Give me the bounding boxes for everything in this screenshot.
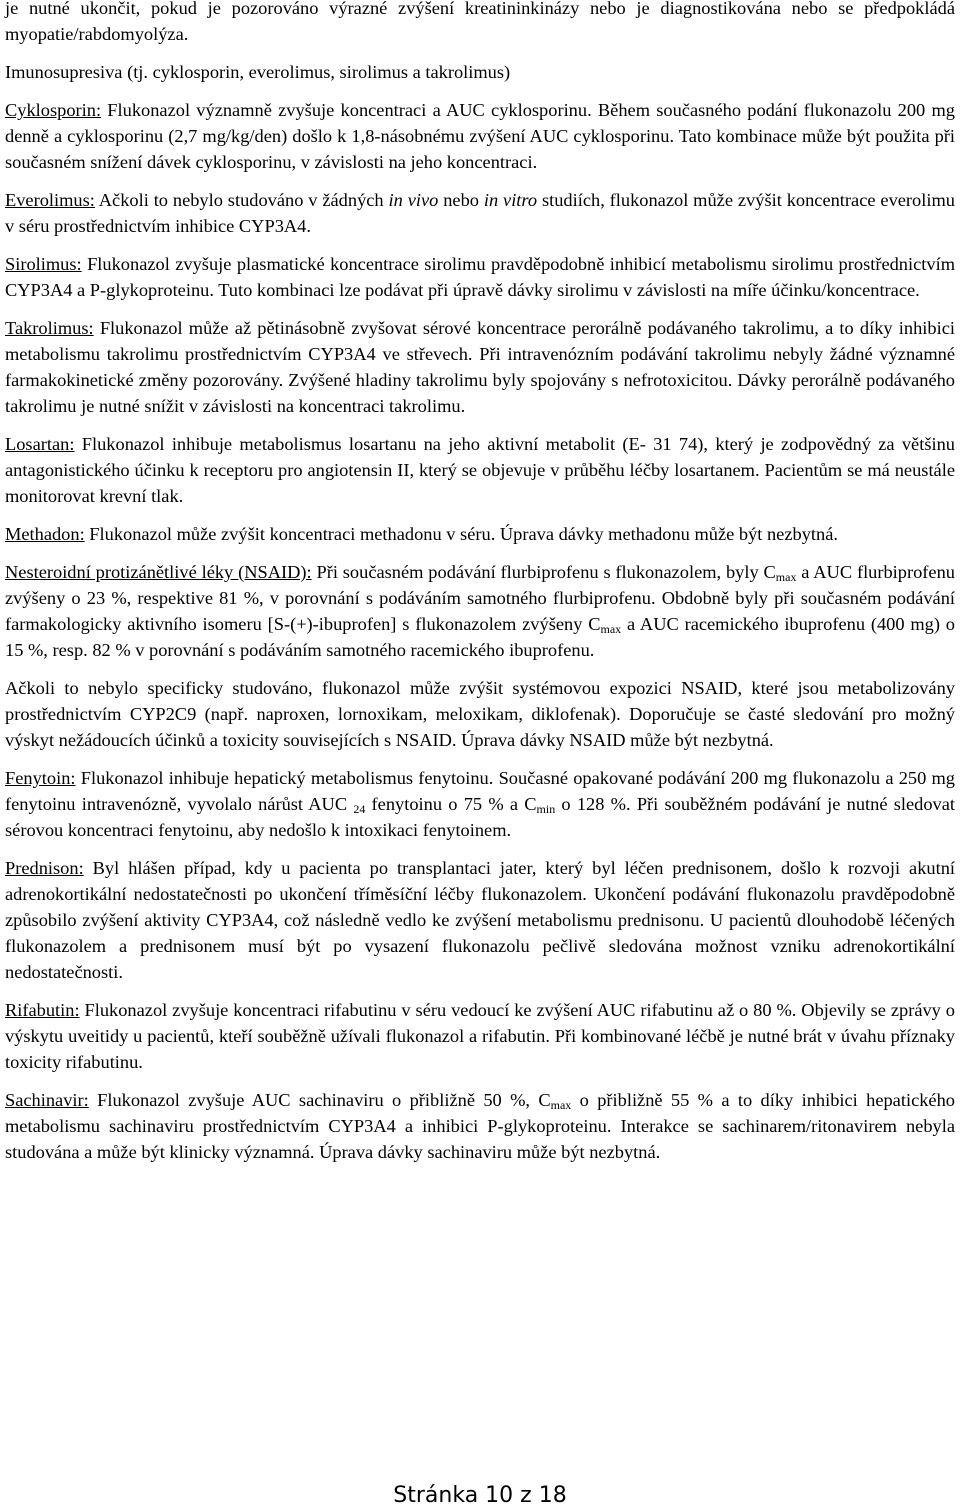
text-sachinavir-2: o přibližně 55 % a to díky inhibici hepatického metabolismu sachinaviru prostřednictvím CYP3A4 a inhibici P-glykoproteinu. Interakce se sachinarem/ritonavirem nebyla studována a může být klinicky významná. Úprava dávky sachinaviru může být nezbytná. xyxy=(5,1090,955,1162)
text-nsaid-3: a AUC racemického ibuprofenu (400 mg) o 15 %, resp. 82 % v porovnání s podáváním samotného racemického ibuprofenu. xyxy=(5,614,955,660)
text-everolimus-3: studiích, flukonazol může zvýšit koncentrace everolimu v séru prostřednictvím inhibice CYP3A4. xyxy=(5,190,955,236)
label-methadon: Methadon: xyxy=(5,524,85,544)
paragraph-intro: je nutné ukončit, pokud je pozorováno výrazné zvýšení kreatininkinázy nebo je diagnostikována nebo se předpokládá myopatie/rabdomyolýza. xyxy=(5,0,955,44)
label-sirolimus: Sirolimus: xyxy=(5,254,82,274)
subscript-max-1: max xyxy=(775,570,797,584)
subscript-max-3: max xyxy=(550,1098,572,1112)
paragraph-prednison xyxy=(5,855,955,985)
paragraph-fenytoin xyxy=(5,765,955,843)
text-takrolimus: Flukonazol může až pětinásobně zvyšovat sérové koncentrace perorálně podávaného takrolimu, a to díky inhibici metabolismu takrolimu prostřednictvím CYP3A4 ve střevech. Při intravenózním podávání takrolimu nebyly žádné významné farmakokinetické změny pozorovány. Zvýšené hladiny takrolimu byly spojovány s nefrotoxicitou. Dávky perorálně podávaného takrolimu je nutné snížit v závislosti na koncentraci takrolimu. xyxy=(5,318,955,416)
text-fenytoin-2: fenytoinu o 75 % a C xyxy=(365,794,537,814)
paragraph-methadon xyxy=(5,521,955,547)
paragraph-cyklosporin xyxy=(5,97,955,175)
paragraph-takrolimus xyxy=(5,315,955,419)
text-nsaid-2: a AUC flurbiprofenu zvýšeny o 23 %, respektive 81 %, v porovnání s podáváním samotného flurbiprofenu. Obdobně byly při současném podávání farmakologicky aktivního isomeru [S-(+)-ibuprofen] s flukonazolem zvýšeny C xyxy=(5,562,955,634)
page-number-footer: Stránka 10 z 18 xyxy=(393,1483,567,1508)
text-rifabutin: Flukonazol zvyšuje koncentraci rifabutinu v séru vedoucí ke zvýšení AUC rifabutinu až o 80 %. Objevily se zprávy o výskytu uveitidy u pacientů, kteří souběžně užívali flukonazol a rifabutin. Při kombinované léčbě je nutné brát v úvahu příznaky toxicity rifabutinu. xyxy=(5,1000,955,1072)
label-fenytoin: Fenytoin: xyxy=(5,768,76,788)
label-takrolimus: Takrolimus: xyxy=(5,318,94,338)
paragraph-rifabutin xyxy=(5,997,955,1075)
text-fenytoin-1: Flukonazol inhibuje hepatický metabolismus fenytoinu. Současné opakované podávání 200 mg flukonazolu a 250 mg fenytoinu intravenózně, vyvolalo nárůst AUC xyxy=(5,768,955,814)
text-cyklosporin: Flukonazol významně zvyšuje koncentraci a AUC cyklosporinu. Během současného podání flukonazolu 200 mg denně a cyklosporinu (2,7 mg/kg/den) došlo k 1,8-násobnému zvýšení AUC cyklosporinu. Tato kombinace může být použita při současném snížení dávek cyklosporinu, v závislosti na jeho koncentraci. xyxy=(5,100,955,172)
text-everolimus-1: Ačkoli to nebylo studováno v žádných xyxy=(94,190,389,210)
text-sirolimus: Flukonazol zvyšuje plasmatické koncentrace sirolimu pravděpodobně inhibicí metabolismu sirolimu prostřednictvím CYP3A4 a P-glykoproteinu. Tuto kombinaci lze podávat při úpravě dávky sirolimu v závislosti na míře účinku/koncentrace. xyxy=(5,254,955,300)
text-prednison: Byl hlášen případ, kdy u pacienta po transplantaci jater, který byl léčen prednisonem, došlo k rozvoji akutní adrenokortikální nedostatečnosti po ukončení tříměsíční léčby flukonazolem. Ukončení podávání flukonazolu pravděpodobně způsobilo zvýšení aktivity CYP3A4, což následně vedlo ke zvýšení metabolismu prednisonu. U pacientů dlouhodobě léčených flukonazolem a prednisonem musí být po vysazení flukonazolu pečlivě sledována možnost vzniku adrenokortikální nedostatečnosti. xyxy=(5,858,955,982)
text-losartan: Flukonazol inhibuje metabolismus losartanu na jeho aktivní metabolit (E- 31 74), který je zodpovědný za většinu antagonistického účinku k receptoru pro angiotensin II, který se objevuje v průběhu léčby losartanem. Pacientům se má neustále monitorovat krevní tlak. xyxy=(5,434,955,506)
label-prednison: Prednison: xyxy=(5,858,84,878)
label-sachinavir: Sachinavir: xyxy=(5,1090,89,1110)
subscript-max-2: max xyxy=(600,622,622,636)
paragraph-nsaid xyxy=(5,559,955,663)
in-vitro: in vitro xyxy=(483,190,538,210)
text-fenytoin-3: o 128 %. Při souběžném podávání je nutné sledovat sérovou koncentraci fenytoinu, aby nedošlo k intoxikaci fenytoinem. xyxy=(5,794,955,840)
label-rifabutin: Rifabutin: xyxy=(5,1000,80,1020)
text-everolimus-2: nebo xyxy=(438,190,484,210)
text-methadon: Flukonazol může zvýšit koncentraci methadonu v séru. Úprava dávky methadonu může být nezbytná. xyxy=(84,524,838,544)
paragraph-everolimus xyxy=(5,187,955,239)
subscript-24: 24 xyxy=(353,802,366,816)
label-everolimus: Everolimus: xyxy=(5,190,95,210)
paragraph-losartan xyxy=(5,431,955,509)
label-nsaid: Nesteroidní protizánětlivé léky (NSAID): xyxy=(5,562,312,582)
document-page xyxy=(5,0,955,1177)
in-vivo: in vivo xyxy=(388,190,439,210)
paragraph-nsaid-2: Ačkoli to nebylo specificky studováno, flukonazol může zvýšit systémovou expozici NSAID, které jsou metabolizovány prostřednictvím CYP2C9 (např. naproxen, lornoxikam, meloxikam, diklofenak). Doporučuje se časté sledování pro možný výskyt nežádoucích účinků a toxicity souvisejících s NSAID. Úprava dávky NSAID může být nezbytná. xyxy=(5,678,955,750)
subscript-min: min xyxy=(536,802,556,816)
text-nsaid-1: Při současném podávání flurbiprofenu s flukonazolem, byly C xyxy=(311,562,776,582)
paragraph-sirolimus xyxy=(5,251,955,303)
text-sachinavir-1: Flukonazol zvyšuje AUC sachinaviru o přibližně 50 %, C xyxy=(88,1090,551,1110)
label-cyklosporin: Cyklosporin: xyxy=(5,100,102,120)
heading-immunosuppressants: Imunosupresiva (tj. cyklosporin, everolimus, sirolimus a takrolimus) xyxy=(5,62,511,82)
label-losartan: Losartan: xyxy=(5,434,75,454)
paragraph-sachinavir xyxy=(5,1087,955,1165)
